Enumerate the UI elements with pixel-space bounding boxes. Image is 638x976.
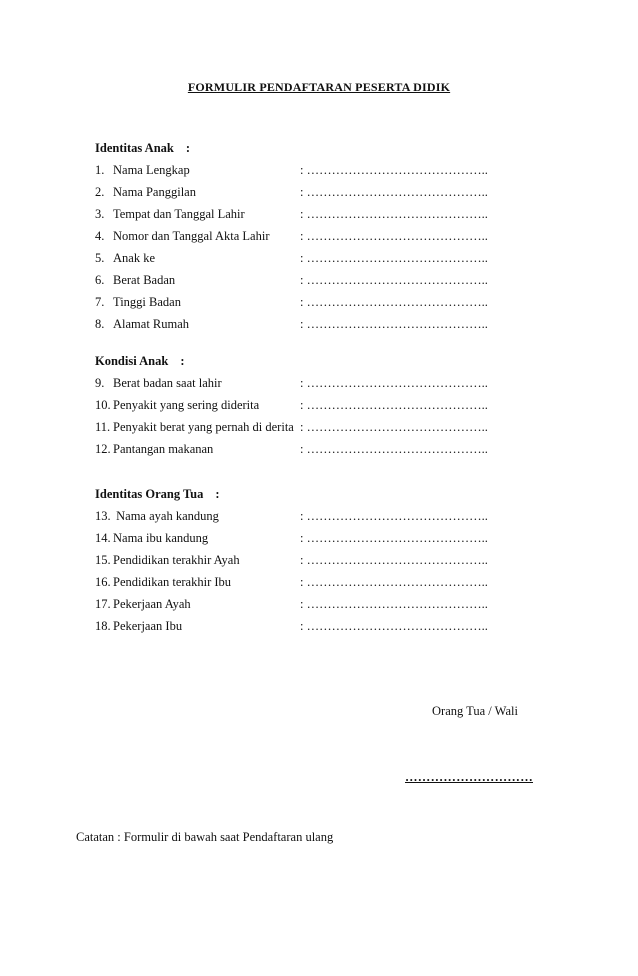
row-number: 11. [95,420,111,434]
form-row-pekerjaan-ibu [95,618,565,640]
row-label: Penyakit berat yang pernah di derita [113,420,294,434]
form-row-nama-ayah [95,508,565,530]
fill-in-blank[interactable]: : …………………………………….. [300,229,488,243]
row-label: Tempat dan Tanggal Lahir [113,207,245,221]
fill-in-blank[interactable]: : …………………………………….. [300,207,488,221]
row-number: 16. [95,575,111,589]
form-title: FORMULIR PENDAFTARAN PESERTA DIDIK [187,80,451,94]
row-label: Pantangan makanan [113,442,214,456]
form-row-penyakit-berat [95,419,565,441]
form-row-alamat-rumah [95,316,565,338]
row-number: 9. [95,376,105,390]
section-heading-colon: : [185,141,191,155]
section-heading-colon: : [215,487,220,501]
fill-in-blank[interactable]: : …………………………………….. [300,273,488,287]
row-number: 3. [95,207,105,221]
row-label: Pendidikan terakhir Ayah [113,553,240,567]
form-row-nama-ibu [95,530,565,552]
section-heading-text: Identitas Orang Tua [95,487,204,501]
row-number: 5. [95,251,105,265]
row-label: Nama Lengkap [113,163,190,177]
row-number: 8. [95,317,105,331]
row-label: Nomor dan Tanggal Akta Lahir [113,229,270,243]
row-label: Pekerjaan Ibu [113,619,183,633]
row-number: 6. [95,273,105,287]
section-heading-colon: : [180,354,185,368]
row-number: 10. [95,398,111,412]
signature-label: Orang Tua / Wali [432,704,518,718]
form-row-nama-lengkap [95,162,565,184]
row-number: 14. [95,531,111,545]
form-row-pendidikan-ibu [95,574,565,596]
fill-in-blank[interactable]: : …………………………………….. [300,317,488,331]
section-heading [95,486,565,508]
section-identitas-anak [95,140,565,338]
row-label: Pendidikan terakhir Ibu [113,575,232,589]
row-label: Alamat Rumah [113,317,190,331]
form-row-berat-badan [95,272,565,294]
fill-in-blank[interactable]: : …………………………………….. [300,575,488,589]
form-row-pendidikan-ayah [95,552,565,574]
fill-in-blank[interactable]: : …………………………………….. [300,185,488,199]
fill-in-blank[interactable]: : …………………………………….. [300,531,488,545]
fill-in-blank[interactable]: : …………………………………….. [300,420,488,434]
row-number: 18. [95,619,111,633]
form-row-nama-panggilan [95,184,565,206]
fill-in-blank[interactable]: : …………………………………….. [300,442,488,456]
section-heading [95,140,565,162]
fill-in-blank[interactable]: : …………………………………….. [300,597,488,611]
form-row-berat-lahir [95,375,565,397]
form-row-penyakit-sering [95,397,565,419]
section-kondisi-anak [95,353,565,463]
row-label: Penyakit yang sering diderita [113,398,260,412]
fill-in-blank[interactable]: : …………………………………….. [300,376,488,390]
fill-in-blank[interactable]: : …………………………………….. [300,295,488,309]
form-row-anak-ke [95,250,565,272]
row-number: 1. [95,163,105,177]
row-label: Tinggi Badan [113,295,181,309]
fill-in-blank[interactable]: : …………………………………….. [300,553,488,567]
form-row-pantangan-makanan [95,441,565,463]
row-number: 13. [95,509,111,523]
form-row-pekerjaan-ayah [95,596,565,618]
section-identitas-orang-tua [95,486,565,640]
row-label: Nama ayah kandung [113,509,219,523]
row-number: 17. [95,597,111,611]
fill-in-blank[interactable]: : …………………………………….. [300,509,488,523]
signature-line[interactable]: ………………………… [405,770,533,784]
row-label: Berat Badan [113,273,176,287]
row-label: Nama Panggilan [113,185,196,199]
fill-in-blank[interactable]: : …………………………………….. [300,619,488,633]
fill-in-blank[interactable]: : …………………………………….. [300,398,488,412]
row-label: Pekerjaan Ayah [113,597,191,611]
form-row-tempat-tanggal-lahir [95,206,565,228]
fill-in-blank[interactable]: : …………………………………….. [300,251,488,265]
row-label: Anak ke [113,251,155,265]
row-number: 7. [95,295,105,309]
footer-note: Catatan : Formulir di bawah saat Pendaftaran ulang [76,830,334,844]
section-heading [95,353,565,375]
section-heading-text: Kondisi Anak [95,354,169,368]
section-heading-text: Identitas Anak [95,141,174,155]
row-number: 4. [95,229,105,243]
row-number: 2. [95,185,105,199]
form-row-tinggi-badan [95,294,565,316]
row-label: Nama ibu kandung [113,531,209,545]
fill-in-blank[interactable]: : …………………………………….. [300,163,488,177]
form-row-akta-lahir [95,228,565,250]
row-number: 12. [95,442,111,456]
row-label: Berat badan saat lahir [113,376,222,390]
row-number: 15. [95,553,111,567]
